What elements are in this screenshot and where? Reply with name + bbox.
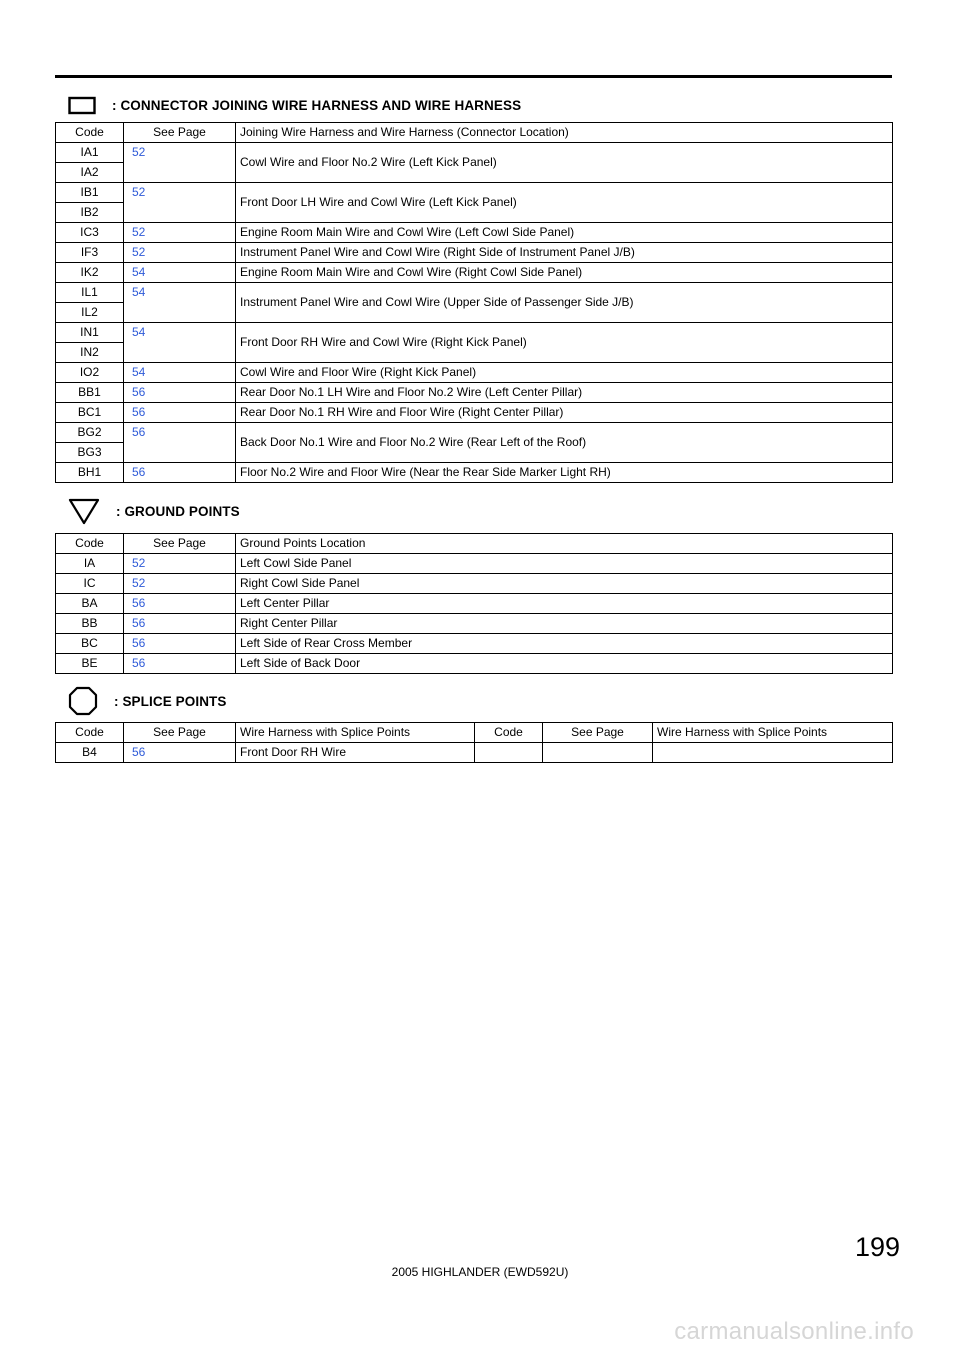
table-row <box>56 323 893 343</box>
location-cell: Cowl Wire and Floor No.2 Wire (Left Kick Panel) <box>236 143 893 183</box>
code-cell: IA1 <box>56 143 124 163</box>
table-row <box>56 654 893 674</box>
location-cell: Cowl Wire and Floor Wire (Right Kick Panel) <box>236 363 893 383</box>
header-see-page-2: See Page <box>543 723 653 743</box>
see-page-link[interactable]: 54 <box>124 323 236 363</box>
table-row <box>56 463 893 483</box>
table-row <box>56 403 893 423</box>
top-rule <box>55 75 892 78</box>
location-cell: Front Door RH Wire and Cowl Wire (Right Kick Panel) <box>236 323 893 363</box>
table-row <box>56 743 893 763</box>
code-cell: B4 <box>56 743 124 763</box>
see-page-link[interactable]: 56 <box>124 423 236 463</box>
see-page-link[interactable]: 54 <box>124 263 236 283</box>
wire-harness-cell-2 <box>653 743 893 763</box>
code-cell: BH1 <box>56 463 124 483</box>
table-row <box>56 554 893 574</box>
location-cell: Right Cowl Side Panel <box>236 574 893 594</box>
location-cell: Floor No.2 Wire and Floor Wire (Near the Rear Side Marker Light RH) <box>236 463 893 483</box>
splice-table <box>55 722 893 763</box>
table-row <box>56 263 893 283</box>
ground-table-header <box>56 534 893 554</box>
code-cell: BG2 <box>56 423 124 443</box>
see-page-link[interactable]: 56 <box>124 743 236 763</box>
header-see-page: See Page <box>124 534 236 554</box>
location-cell: Rear Door No.1 LH Wire and Floor No.2 Wire (Left Center Pillar) <box>236 383 893 403</box>
connector-table-header <box>56 123 893 143</box>
see-page-link[interactable]: 54 <box>124 283 236 323</box>
connector-section-header <box>68 90 521 120</box>
header-code-2: Code <box>475 723 543 743</box>
code-cell: IC3 <box>56 223 124 243</box>
location-cell: Engine Room Main Wire and Cowl Wire (Right Cowl Side Panel) <box>236 263 893 283</box>
code-cell: IN2 <box>56 343 124 363</box>
header-code: Code <box>56 723 124 743</box>
header-code: Code <box>56 123 124 143</box>
code-cell: BC1 <box>56 403 124 423</box>
header-wire-harness-2: Wire Harness with Splice Points <box>653 723 893 743</box>
header-code: Code <box>56 534 124 554</box>
location-cell: Rear Door No.1 RH Wire and Floor Wire (Right Center Pillar) <box>236 403 893 423</box>
code-cell: IN1 <box>56 323 124 343</box>
header-location: Ground Points Location <box>236 534 893 554</box>
code-cell: IA <box>56 554 124 574</box>
see-page-link[interactable]: 56 <box>124 463 236 483</box>
location-cell: Instrument Panel Wire and Cowl Wire (Right Side of Instrument Panel J/B) <box>236 243 893 263</box>
location-cell: Instrument Panel Wire and Cowl Wire (Upper Side of Passenger Side J/B) <box>236 283 893 323</box>
see-page-link[interactable]: 52 <box>124 243 236 263</box>
location-cell: Left Cowl Side Panel <box>236 554 893 574</box>
table-row <box>56 243 893 263</box>
code-cell: BA <box>56 594 124 614</box>
ground-table <box>55 533 893 674</box>
code-cell: BC <box>56 634 124 654</box>
table-row <box>56 634 893 654</box>
splice-octagon-icon <box>68 686 98 716</box>
splice-table-header <box>56 723 893 743</box>
code-cell: IB1 <box>56 183 124 203</box>
see-page-link[interactable]: 56 <box>124 614 236 634</box>
code-cell: IL1 <box>56 283 124 303</box>
code-cell: BG3 <box>56 443 124 463</box>
table-row <box>56 614 893 634</box>
see-page-link[interactable]: 56 <box>124 594 236 614</box>
location-cell: Engine Room Main Wire and Cowl Wire (Left Cowl Side Panel) <box>236 223 893 243</box>
table-row <box>56 183 893 203</box>
header-location: Joining Wire Harness and Wire Harness (Connector Location) <box>236 123 893 143</box>
table-row <box>56 574 893 594</box>
connector-rectangle-icon <box>68 95 96 115</box>
see-page-cell-2 <box>543 743 653 763</box>
header-see-page: See Page <box>124 123 236 143</box>
see-page-link[interactable]: 52 <box>124 143 236 183</box>
table-row <box>56 594 893 614</box>
code-cell: IL2 <box>56 303 124 323</box>
footer-text: 2005 HIGHLANDER (EWD592U) <box>391 1265 569 1279</box>
code-cell: IA2 <box>56 163 124 183</box>
table-row <box>56 283 893 303</box>
location-cell: Left Side of Back Door <box>236 654 893 674</box>
connector-section-title: : CONNECTOR JOINING WIRE HARNESS AND WIRE HARNESS <box>112 97 522 113</box>
code-cell-2 <box>475 743 543 763</box>
see-page-link[interactable]: 52 <box>124 183 236 223</box>
see-page-link[interactable]: 56 <box>124 383 236 403</box>
wire-harness-cell: Front Door RH Wire <box>236 743 475 763</box>
location-cell: Back Door No.1 Wire and Floor No.2 Wire (Rear Left of the Roof) <box>236 423 893 463</box>
splice-section-header <box>68 686 227 716</box>
table-row <box>56 383 893 403</box>
code-cell: BB <box>56 614 124 634</box>
header-see-page: See Page <box>124 723 236 743</box>
see-page-link[interactable]: 52 <box>124 223 236 243</box>
table-row <box>56 143 893 163</box>
table-row <box>56 223 893 243</box>
connector-table <box>55 122 893 483</box>
ground-section-title: : GROUND POINTS <box>116 503 240 519</box>
ground-triangle-down-icon <box>68 497 100 525</box>
see-page-link[interactable]: 54 <box>124 363 236 383</box>
see-page-link[interactable]: 52 <box>124 574 236 594</box>
code-cell: BE <box>56 654 124 674</box>
see-page-link[interactable]: 52 <box>124 554 236 574</box>
table-row <box>56 363 893 383</box>
code-cell: IK2 <box>56 263 124 283</box>
see-page-link[interactable]: 56 <box>124 654 236 674</box>
code-cell: IF3 <box>56 243 124 263</box>
location-cell: Right Center Pillar <box>236 614 893 634</box>
splice-section-title: : SPLICE POINTS <box>114 693 227 709</box>
see-page-link[interactable]: 56 <box>124 403 236 423</box>
code-cell: BB1 <box>56 383 124 403</box>
location-cell: Front Door LH Wire and Cowl Wire (Left Kick Panel) <box>236 183 893 223</box>
ground-section-header <box>68 496 240 526</box>
header-wire-harness: Wire Harness with Splice Points <box>236 723 475 743</box>
code-cell: IB2 <box>56 203 124 223</box>
page-number: 199 <box>854 1232 900 1262</box>
watermark: carmanualsonline.info <box>674 1318 914 1345</box>
location-cell: Left Center Pillar <box>236 594 893 614</box>
location-cell: Left Side of Rear Cross Member <box>236 634 893 654</box>
code-cell: IC <box>56 574 124 594</box>
table-row <box>56 423 893 443</box>
code-cell: IO2 <box>56 363 124 383</box>
see-page-link[interactable]: 56 <box>124 634 236 654</box>
